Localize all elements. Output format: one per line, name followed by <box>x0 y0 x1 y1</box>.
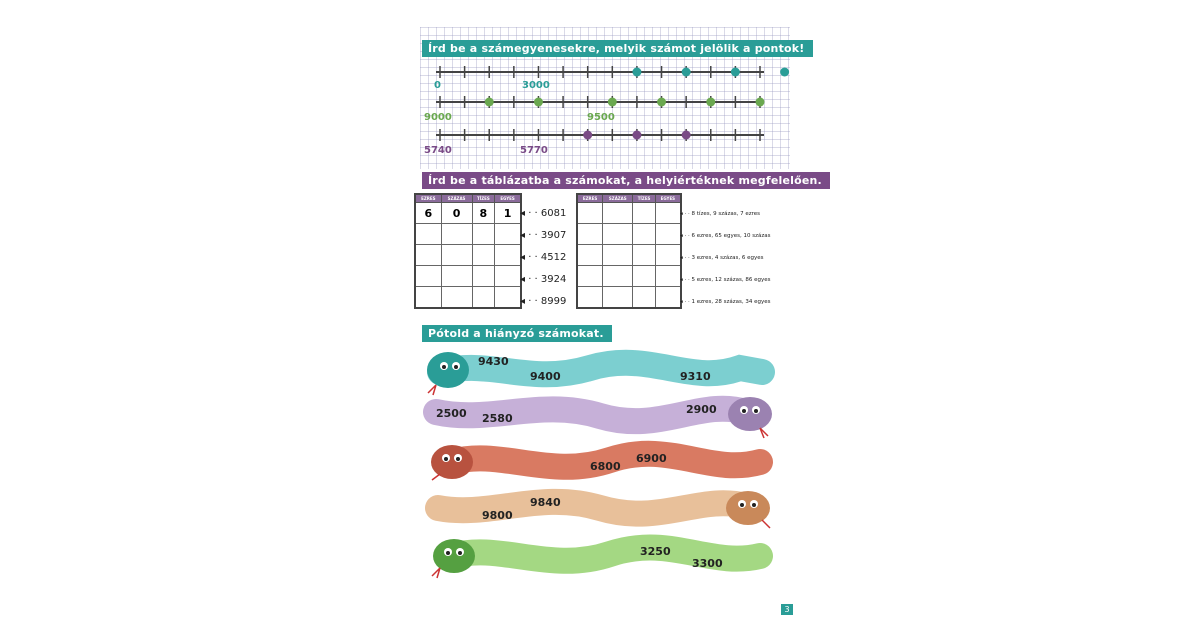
snake-3-number: 6900 <box>636 452 667 465</box>
number-line-point <box>632 131 641 140</box>
number-line-3-label-mid: 5770 <box>520 145 548 156</box>
table-cell[interactable] <box>577 224 603 245</box>
header-ezres: EZRES <box>415 194 441 203</box>
snake-head-icon <box>431 445 473 479</box>
table-cell[interactable] <box>577 245 603 266</box>
number-line-point <box>583 131 592 140</box>
table-cell[interactable] <box>603 245 633 266</box>
table-cell[interactable] <box>633 224 655 245</box>
table-cell[interactable] <box>655 245 681 266</box>
snake-head-icon <box>726 491 770 525</box>
table-cell[interactable] <box>441 224 472 245</box>
table-cell[interactable] <box>603 266 633 287</box>
number-item: ◂ · · 8999 <box>520 296 567 307</box>
table-cell[interactable] <box>603 224 633 245</box>
description-item: ◂ · · 1 ezres, 28 százas, 34 egyes <box>680 299 771 305</box>
table-cell[interactable] <box>415 245 441 266</box>
place-value-table-right <box>576 193 682 309</box>
snake-2-number: 2900 <box>686 403 717 416</box>
table-cell[interactable] <box>633 287 655 309</box>
number-item: ◂ · · 3907 <box>520 230 567 241</box>
table-cell[interactable] <box>441 287 472 309</box>
description-item: ◂ · · 8 tízes, 9 százas, 7 ezres <box>680 211 760 217</box>
header-egyes: EGYES <box>495 194 521 203</box>
table-cell[interactable] <box>441 266 472 287</box>
number-line-point <box>706 98 715 107</box>
heading-tables: Írd be a táblázatba a számokat, a helyiértéknek megfelelően. <box>422 172 830 189</box>
table-cell[interactable] <box>495 224 521 245</box>
table-cell[interactable]: 8 <box>472 203 495 224</box>
number-line-point <box>608 98 617 107</box>
snake-1-number: 9430 <box>478 355 509 368</box>
table-cell[interactable] <box>495 266 521 287</box>
page-number: 3 <box>781 604 793 615</box>
number-line-3-label-start: 5740 <box>424 145 452 156</box>
header-ezres: EZRES <box>577 194 603 203</box>
number-line-point <box>485 98 494 107</box>
number-item: ◂ · · 4512 <box>520 252 567 263</box>
number-line-point <box>534 98 543 107</box>
table-cell[interactable] <box>441 245 472 266</box>
table-cell[interactable] <box>472 287 495 309</box>
heading-number-lines: Írd be a számegyenesekre, melyik számot jelölik a pontok! <box>422 40 813 57</box>
header-tizes: TÍZES <box>472 194 495 203</box>
table-cell[interactable] <box>655 287 681 309</box>
table-cell[interactable] <box>633 266 655 287</box>
number-item: ◂ · · 6081 <box>520 208 567 219</box>
snake-1-number: 9400 <box>530 370 561 383</box>
number-line-1-label-start: 0 <box>434 80 441 91</box>
table-cell[interactable] <box>655 224 681 245</box>
table-cell[interactable]: 1 <box>495 203 521 224</box>
snake-5-number: 3300 <box>692 557 723 570</box>
description-item: ◂ · · 6 ezres, 65 egyes, 10 százas <box>680 233 771 239</box>
header-tizes: TÍZES <box>633 194 655 203</box>
table-cell[interactable] <box>633 245 655 266</box>
number-lines <box>420 27 790 169</box>
snake-2-number: 2500 <box>436 407 467 420</box>
header-egyes: EGYES <box>655 194 681 203</box>
number-line-point <box>657 98 666 107</box>
table-cell[interactable] <box>472 224 495 245</box>
table-cell[interactable] <box>495 287 521 309</box>
table-cell[interactable]: 6 <box>415 203 441 224</box>
heading-snakes: Pótold a hiányzó számokat. <box>422 325 612 342</box>
number-line-2-label-mid: 9500 <box>587 112 615 123</box>
number-line-point <box>756 98 765 107</box>
snake-head-icon <box>427 352 469 388</box>
snake-5-number: 3250 <box>640 545 671 558</box>
number-line-point <box>682 131 691 140</box>
table-cell[interactable] <box>577 203 603 224</box>
header-szazas: SZÁZAS <box>441 194 472 203</box>
table-cell[interactable] <box>655 203 681 224</box>
table-cell[interactable] <box>472 245 495 266</box>
snake-3-number: 6800 <box>590 460 621 473</box>
snake-4-number: 9800 <box>482 509 513 522</box>
snake-4-number: 9840 <box>530 496 561 509</box>
table-cell[interactable] <box>495 245 521 266</box>
number-line-2-label-start: 9000 <box>424 112 452 123</box>
number-item: ◂ · · 3924 <box>520 274 567 285</box>
snake-2-number: 2580 <box>482 412 513 425</box>
snake-head-icon <box>728 397 772 431</box>
header-szazas: SZÁZAS <box>603 194 633 203</box>
description-item: ◂ · · 5 ezres, 12 százas, 86 egyes <box>680 277 771 283</box>
table-cell[interactable] <box>577 287 603 309</box>
number-line-point <box>682 68 691 77</box>
place-value-table-left <box>414 193 522 309</box>
number-line-point <box>632 68 641 77</box>
table-cell[interactable] <box>415 287 441 309</box>
table-cell[interactable] <box>655 266 681 287</box>
number-line-1-label-mid: 3000 <box>522 80 550 91</box>
table-cell[interactable] <box>603 203 633 224</box>
table-cell[interactable] <box>633 203 655 224</box>
table-cell[interactable] <box>603 287 633 309</box>
number-line-point <box>780 68 789 77</box>
description-item: ◂ · · 3 ezres, 4 százas, 6 egyes <box>680 255 764 261</box>
number-line-point <box>731 68 740 77</box>
table-cell[interactable]: 0 <box>441 203 472 224</box>
table-cell[interactable] <box>415 266 441 287</box>
table-cell[interactable] <box>577 266 603 287</box>
table-cell[interactable] <box>472 266 495 287</box>
snake-1-number: 9310 <box>680 370 711 383</box>
table-cell[interactable] <box>415 224 441 245</box>
